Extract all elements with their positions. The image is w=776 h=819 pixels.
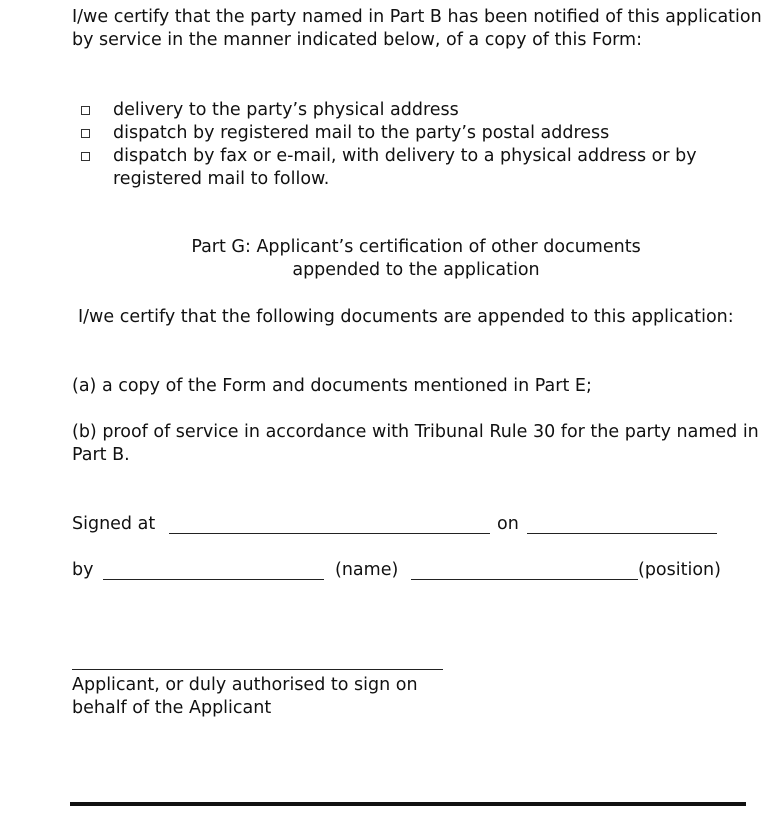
signer-caption: Applicant, or duly authorised to sign on behalf of the Applicant <box>72 675 418 718</box>
signature-row-place-date <box>72 513 155 536</box>
service-option-registered-mail <box>78 122 758 145</box>
checkbox-fax-email[interactable] <box>81 152 90 161</box>
signed-at-label: Signed at <box>72 514 156 534</box>
service-options-list <box>78 99 758 191</box>
name-field[interactable] <box>103 579 324 580</box>
service-option-label: dispatch by fax or e-mail, with delivery to a physical address or by registered mail to follow. <box>113 146 697 189</box>
intro-paragraph: I/we certify that the party named in Part B has been notified of this application by service in the manner indicated below, of a copy of this Form: <box>72 7 762 50</box>
checkbox-physical-delivery[interactable] <box>81 106 90 115</box>
bottom-divider <box>70 802 746 806</box>
service-option-physical <box>78 99 758 122</box>
certify-documents-paragraph: I/we certify that the following documents are appended to this application: <box>78 307 734 327</box>
item-a: (a) a copy of the Form and documents mentioned in Part E; <box>72 376 592 396</box>
service-option-fax-email <box>78 145 758 191</box>
on-label: on <box>497 514 519 534</box>
signed-at-field[interactable] <box>169 533 490 534</box>
name-label: (name) <box>335 560 399 580</box>
signature-row-name-position <box>72 559 93 582</box>
checkbox-registered-mail[interactable] <box>81 129 90 138</box>
date-field[interactable] <box>527 533 717 534</box>
item-b: (b) proof of service in accordance with Tribunal Rule 30 for the party named in Part B. <box>72 422 759 465</box>
part-g-heading-line2: appended to the application <box>292 260 540 280</box>
service-option-label: dispatch by registered mail to the party’s postal address <box>113 123 610 143</box>
position-label: (position) <box>638 560 721 580</box>
signature-line[interactable] <box>72 669 443 670</box>
part-g-heading <box>100 236 732 282</box>
by-label: by <box>72 560 94 580</box>
service-option-label: delivery to the party’s physical address <box>113 100 459 120</box>
position-field[interactable] <box>411 579 638 580</box>
part-g-heading-line1: Part G: Applicant’s certification of other documents <box>191 237 641 257</box>
